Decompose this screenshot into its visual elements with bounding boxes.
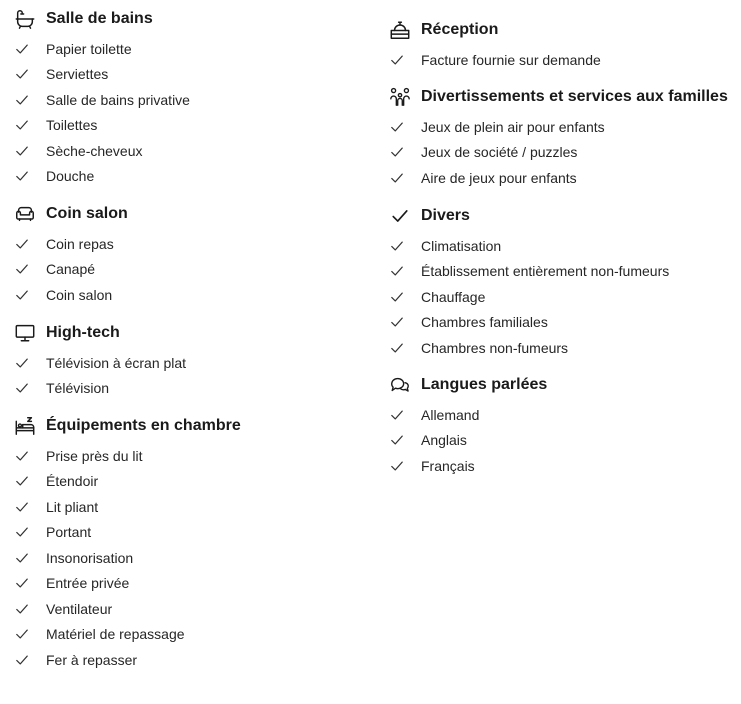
list-item-label: Portant	[46, 524, 92, 541]
section-languages	[389, 374, 547, 479]
check-icon	[389, 238, 405, 254]
list-item-label: Matériel de repassage	[46, 626, 185, 643]
list-item	[389, 233, 669, 259]
list-item	[14, 164, 190, 190]
list-item	[14, 376, 186, 402]
list-item	[14, 520, 241, 546]
bed-icon	[14, 415, 36, 437]
list-item	[14, 62, 190, 88]
item-list	[14, 36, 190, 189]
check-icon	[14, 41, 30, 57]
list-item	[389, 428, 547, 454]
list-item	[389, 140, 728, 166]
check-icon	[389, 263, 405, 279]
check-icon	[14, 626, 30, 642]
list-item	[14, 545, 241, 571]
sofa-icon	[14, 203, 36, 225]
list-item	[389, 310, 669, 336]
list-item	[389, 47, 601, 73]
section-title	[389, 205, 669, 227]
list-item-label: Ventilateur	[46, 600, 113, 617]
list-item	[14, 469, 241, 495]
list-item-label: Climatisation	[421, 237, 502, 254]
section-title	[14, 415, 241, 437]
list-item-label: Télévision	[46, 380, 110, 397]
item-list	[14, 443, 241, 673]
list-item-label: Étendoir	[46, 473, 99, 490]
section-title-text: Langues parlées	[421, 376, 548, 393]
list-item-label: Français	[421, 457, 475, 474]
check-icon	[14, 117, 30, 133]
list-item	[14, 350, 186, 376]
list-item	[14, 622, 241, 648]
section-title	[14, 203, 128, 225]
check-icon	[14, 287, 30, 303]
check-icon	[14, 499, 30, 515]
list-item-label: Coin salon	[46, 286, 113, 303]
section-title	[389, 19, 601, 41]
list-item	[14, 138, 190, 164]
list-item-label: Chauffage	[421, 288, 486, 305]
check-icon	[389, 340, 405, 356]
list-item-label: Canapé	[46, 261, 96, 278]
list-item-label: Jeux de plein air pour enfants	[421, 118, 605, 135]
list-item-label: Établissement entièrement non-fumeurs	[421, 263, 670, 280]
section-living-area	[14, 203, 128, 308]
section-title-text: Réception	[421, 21, 499, 38]
check-icon	[14, 652, 30, 668]
section-misc	[389, 205, 669, 361]
list-item	[14, 571, 241, 597]
list-item-label: Chambres familiales	[421, 314, 548, 331]
check-icon	[389, 289, 405, 305]
list-item	[14, 443, 241, 469]
list-item	[14, 282, 128, 308]
section-title	[14, 322, 186, 344]
check-icon	[389, 170, 405, 186]
section-title-text: Divertissements et services aux familles	[421, 88, 728, 105]
check-icon	[389, 144, 405, 160]
family-icon	[389, 86, 411, 108]
section-family-entertainment	[389, 86, 728, 191]
check-icon	[14, 143, 30, 159]
list-item	[14, 113, 190, 139]
section-title	[389, 86, 728, 108]
list-item-label: Allemand	[421, 406, 480, 423]
section-room-equipment	[14, 415, 241, 673]
check-icon	[389, 205, 411, 227]
list-item	[14, 257, 128, 283]
check-icon	[14, 524, 30, 540]
check-icon	[389, 52, 405, 68]
check-icon	[389, 407, 405, 423]
list-item-label: Entrée privée	[46, 575, 130, 592]
list-item-label: Aire de jeux pour enfants	[421, 169, 577, 186]
list-item-label: Douche	[46, 168, 95, 185]
list-item-label: Jeux de société / puzzles	[421, 144, 578, 161]
list-item-label: Coin repas	[46, 235, 114, 252]
section-title-text: Salle de bains	[46, 10, 153, 27]
list-item	[389, 165, 728, 191]
list-item	[389, 402, 547, 428]
check-icon	[14, 601, 30, 617]
section-bathroom	[14, 8, 190, 189]
item-list	[389, 47, 601, 73]
check-icon	[14, 168, 30, 184]
monitor-icon	[14, 322, 36, 344]
section-title	[14, 8, 190, 30]
check-icon	[389, 458, 405, 474]
list-item-label: Fer à repasser	[46, 651, 138, 668]
list-item-label: Prise près du lit	[46, 447, 143, 464]
section-title-text: High-tech	[46, 324, 120, 341]
list-item	[14, 647, 241, 673]
list-item	[14, 231, 128, 257]
list-item-label: Insonorisation	[46, 549, 134, 566]
check-icon	[14, 473, 30, 489]
section-high-tech	[14, 322, 186, 401]
list-item	[14, 36, 190, 62]
check-icon	[14, 448, 30, 464]
list-item-label: Anglais	[421, 432, 467, 449]
section-title-text: Coin salon	[46, 205, 128, 222]
section-title-text: Divers	[421, 207, 470, 224]
section-title	[389, 374, 547, 396]
item-list	[14, 231, 128, 308]
speech-bubbles-icon	[389, 374, 411, 396]
list-item-label: Chambres non-fumeurs	[421, 339, 569, 356]
list-item-label: Lit pliant	[46, 498, 99, 515]
list-item	[14, 87, 190, 113]
check-icon	[14, 66, 30, 82]
list-item-label: Sèche-cheveux	[46, 142, 143, 159]
check-icon	[389, 314, 405, 330]
item-list	[389, 114, 728, 191]
check-icon	[389, 432, 405, 448]
check-icon	[14, 261, 30, 277]
section-reception	[389, 19, 601, 73]
list-item	[389, 114, 728, 140]
check-icon	[14, 92, 30, 108]
list-item-label: Télévision à écran plat	[46, 354, 187, 371]
check-icon	[389, 119, 405, 135]
check-icon	[14, 355, 30, 371]
list-item-label: Toilettes	[46, 117, 98, 134]
list-item	[14, 494, 241, 520]
item-list	[389, 402, 547, 479]
item-list	[389, 233, 669, 361]
check-icon	[14, 380, 30, 396]
list-item-label: Serviettes	[46, 66, 109, 83]
list-item	[389, 259, 669, 285]
list-item-label: Salle de bains privative	[46, 91, 190, 108]
check-icon	[14, 575, 30, 591]
item-list	[14, 350, 186, 401]
list-item	[389, 453, 547, 479]
list-item-label: Facture fournie sur demande	[421, 51, 601, 68]
check-icon	[14, 236, 30, 252]
list-item	[14, 596, 241, 622]
list-item	[389, 284, 669, 310]
reception-bell-icon	[389, 19, 411, 41]
list-item-label: Papier toilette	[46, 40, 132, 57]
list-item	[389, 335, 669, 361]
section-title-text: Équipements en chambre	[46, 417, 241, 434]
bathtub-icon	[14, 8, 36, 30]
check-icon	[14, 550, 30, 566]
